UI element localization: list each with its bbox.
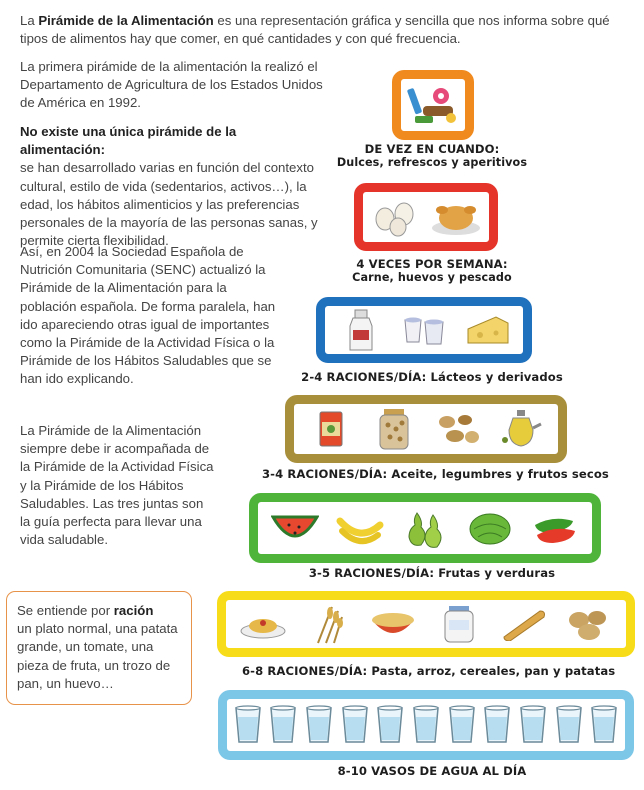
- bread-icon: [500, 607, 548, 641]
- cheese-image: [460, 306, 516, 354]
- sweets-icon: [405, 82, 461, 128]
- tier-weekly-subtitle: Carne, huevos y pescado: [352, 271, 512, 284]
- watermelon-icon: [271, 511, 319, 545]
- tier-occasional-title: DE VEZ EN CUANDO:: [364, 142, 500, 156]
- water-glass-icon: [589, 705, 619, 745]
- tier-carbohydrates-title: 6-8 RACIONES/DÍA: Pasta, arroz, cereales, pan y patatas: [242, 664, 616, 678]
- water-glass-icon: [482, 705, 512, 745]
- intro-paragraph: [20, 12, 632, 48]
- nuts-icon: [435, 410, 481, 448]
- banana-icon: [336, 509, 384, 547]
- tier-weekly-caption: [314, 257, 550, 284]
- racion-bold: ración: [113, 603, 154, 618]
- pasta-icon: [238, 607, 288, 641]
- rice-jar-image: [431, 601, 487, 647]
- water-glass-icon: [554, 705, 584, 745]
- tier-water: [218, 690, 634, 760]
- pear-icon: [403, 507, 447, 549]
- tier-dairy-title: 2-4 RACIONES/DÍA: Lácteos y derivados: [301, 370, 563, 384]
- water-glass-icon: [375, 705, 405, 745]
- lettuce-image: [462, 504, 518, 552]
- pears-image: [397, 504, 453, 552]
- water-glasses-row: [227, 705, 625, 745]
- yogurt-icon: [401, 312, 447, 348]
- water-glass-icon: [233, 705, 263, 745]
- pepper-icon: [531, 509, 579, 547]
- roast-chicken-image: [428, 192, 484, 242]
- wheat-icon: [308, 603, 348, 645]
- paragraph-history: La primera pirámide de la alimentación la realizó el Departamento de Agricultura de los Estados Unidos de América en 1992.: [20, 59, 323, 111]
- can-icon: [316, 408, 346, 450]
- peppers-image: [527, 504, 583, 552]
- paragraph-senc: Así, en 2004 la Sociedad Española de Nutrición Comunitaria (SENC) actualizó la Pirámide de la Alimentación para la población española. De forma paralela, han ido apareciendo otras igual de importantes como la Pirámide de la Actividad Física o la Pirámide de los Hábitos Saludables que se han ido explicando.: [20, 244, 276, 387]
- tier-water-title: 8-10 VASOS DE AGUA AL DÍA: [337, 764, 527, 778]
- tier-oils-legumes-caption: [262, 467, 609, 481]
- water-glass-icon: [518, 705, 548, 745]
- lettuce-icon: [466, 509, 514, 547]
- tier-occasional: [392, 70, 474, 140]
- eggs-icon: [371, 197, 421, 237]
- water-glass-icon: [447, 705, 477, 745]
- intro-bold: Pirámide de la Alimentación: [38, 13, 214, 28]
- tier-carbohydrates: [217, 591, 635, 657]
- yogurt-image: [396, 306, 452, 354]
- jar-icon: [441, 604, 477, 644]
- rice-bowl-image: [365, 601, 421, 647]
- tier-occasional-subtitle: Dulces, refrescos y aperitivos: [336, 156, 528, 169]
- potatoes-image: [561, 601, 617, 647]
- paragraph-no-unique-bold: No existe una única pirámide de la alimentación:: [20, 124, 237, 158]
- tier-occasional-caption: [314, 142, 550, 169]
- racion-pre: Se entiende por: [17, 603, 114, 618]
- potato-icon: [565, 606, 613, 642]
- jar-of-legumes-image: [368, 405, 420, 453]
- sweets-snacks-image: [402, 79, 464, 131]
- watermelon-image: [267, 504, 323, 552]
- nuts-image: [432, 405, 484, 453]
- tier-fruits-vegetables: [249, 493, 601, 563]
- tier-fruits-vegetables-title: 3-5 RACIONES/DÍA: Frutas y verduras: [308, 566, 556, 580]
- milk-icon: [346, 308, 376, 352]
- tier-water-caption: [262, 764, 602, 778]
- olive-oil-image: [495, 405, 547, 453]
- tier-weekly-title: 4 VECES POR SEMANA:: [356, 257, 508, 271]
- eggs-image: [368, 192, 424, 242]
- oil-icon: [499, 408, 543, 450]
- bananas-image: [332, 504, 388, 552]
- paragraph-three-pyramids: La Pirámide de la Alimentación siempre debe ir acompañada de la Pirámide de la Actividad Física y la Pirámide de los Hábitos Saludables. Las tres juntas son la guía perfecta para llevar una vida saludable.: [20, 423, 214, 548]
- racion-text: un plato normal, una patata grande, un tomate, una pieza de fruta, un trozo de pan, un huevo…: [17, 621, 178, 691]
- paragraph-no-unique: [20, 123, 320, 250]
- water-glass-icon: [268, 705, 298, 745]
- tier-carbohydrates-caption: [242, 664, 616, 678]
- jar-icon: [376, 407, 412, 451]
- tier-oils-legumes: [285, 395, 567, 463]
- intro-post: es una representación gráfica y sencilla que nos informa sobre qué tipos de alimentos hay que comer, en qué cantidades y con qué frecuencia.: [20, 13, 610, 47]
- tier-fruits-vegetables-caption: [262, 566, 602, 580]
- intro-pre: La: [20, 13, 39, 28]
- canned-beans-image: [305, 405, 357, 453]
- pasta-plate-image: [235, 601, 291, 647]
- paragraph-no-unique-text: se han desarrollado varias en función del contexto cultural, estilo de vida (sedentarios, activos…), la edad, los hábitos alimenticios y las preferencias personales de la mayoría de las personas sanas, y permite cierta flexibilidad.: [20, 160, 318, 249]
- cheese-icon: [464, 311, 512, 349]
- rice-icon: [368, 606, 418, 642]
- chicken-icon: [430, 196, 482, 238]
- water-glass-icon: [304, 705, 334, 745]
- water-glass-icon: [340, 705, 370, 745]
- tier-dairy-caption: [290, 370, 574, 384]
- tier-weekly: [354, 183, 498, 251]
- cereal-grain-image: [300, 601, 356, 647]
- racion-definition-box: [6, 591, 192, 705]
- water-glass-icon: [411, 705, 441, 745]
- tier-oils-legumes-title: 3-4 RACIONES/DÍA: Aceite, legumbres y frutos secos: [262, 467, 609, 481]
- milk-bottle-image: [333, 306, 389, 354]
- tier-dairy: [316, 297, 532, 363]
- bread-image: [496, 601, 552, 647]
